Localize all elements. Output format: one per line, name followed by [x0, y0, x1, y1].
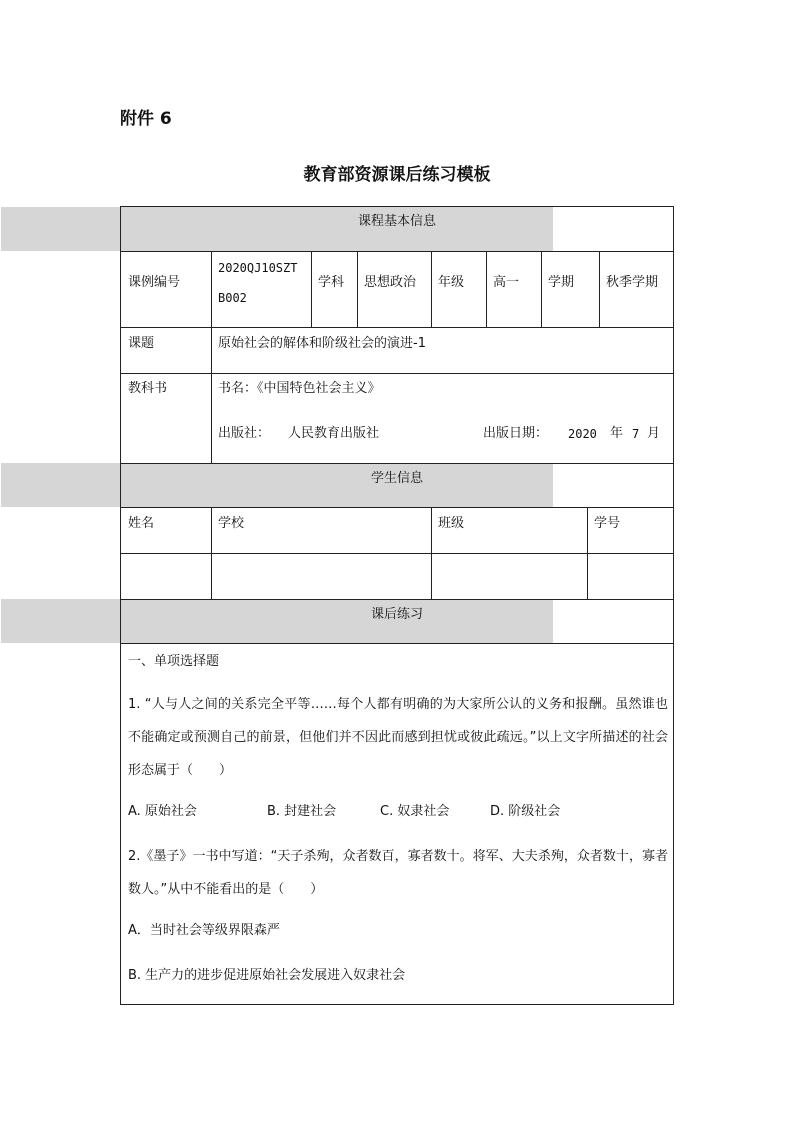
- case-number-label: 课例编号: [128, 275, 181, 290]
- term-value: 秋季学期: [606, 275, 659, 290]
- course-info-header: 课程基本信息: [357, 214, 436, 229]
- column-divider: [311, 251, 312, 327]
- document-title: 教育部资源课后练习模板: [303, 165, 491, 185]
- q1-option-d: D. 阶级社会: [490, 804, 561, 819]
- grade-value: 高一: [493, 275, 520, 290]
- student-info-header: 学生信息: [370, 471, 423, 486]
- q1-option-c: C. 奴隶社会: [380, 804, 450, 819]
- exercise-header: 课后练习: [370, 607, 423, 622]
- class-input[interactable]: [432, 554, 587, 599]
- row-divider: [120, 463, 674, 464]
- name-input[interactable]: [121, 554, 211, 599]
- case-number-line1: 2020QJ10SZT: [218, 261, 298, 275]
- column-divider: [541, 251, 542, 327]
- part-title: 一、单项选择题: [128, 654, 220, 669]
- column-divider: [486, 251, 487, 327]
- textbook-label: 教科书: [128, 381, 168, 396]
- question-2: 2.《墨子》一书中写道：“天子杀殉，众者数百，寡者数十。将军、大夫杀殉，众者数十，寡者数人。”从中不能看出的是（ ）: [128, 849, 668, 897]
- q2-option-a: A．当时社会等级界限森严: [128, 923, 280, 938]
- attachment-label: 附件 6: [120, 109, 172, 129]
- q2-option-b: B. 生产力的进步促进原始社会发展进入奴隶社会: [128, 968, 406, 983]
- school-label: 学校: [218, 516, 245, 531]
- question-1: 1. “人与人之间的关系完全平等……每个人都有明确的为大家所公认的义务和报酬。虽然谁也不能确定或预测自己的前景，但他们并不因此而感到担忧或彼此疏远。”以上文字所描述的社会形态属于（ ）: [128, 697, 668, 778]
- school-input[interactable]: [212, 554, 431, 599]
- grade-label: 年级: [438, 275, 465, 290]
- topic-value: 原始社会的解体和阶级社会的演进-1: [218, 336, 426, 351]
- year-unit: 年: [610, 426, 624, 441]
- pub-date-label: 出版日期：: [483, 426, 549, 441]
- student-id-input[interactable]: [588, 554, 673, 599]
- subject-label: 学科: [318, 275, 345, 290]
- publisher-label: 出版社：: [218, 426, 271, 441]
- student-id-label: 学号: [594, 516, 621, 531]
- row-divider: [120, 599, 674, 600]
- case-number-line2: B002: [218, 291, 247, 305]
- column-divider: [431, 251, 432, 327]
- name-label: 姓名: [128, 516, 155, 531]
- row-divider: [120, 373, 674, 374]
- pub-year: 2020: [568, 427, 597, 441]
- column-divider: [357, 251, 358, 327]
- column-divider: [599, 251, 600, 327]
- term-label: 学期: [548, 275, 575, 290]
- row-divider: [120, 251, 674, 252]
- column-divider: [211, 251, 212, 463]
- row-divider: [120, 507, 674, 508]
- q1-option-a: A. 原始社会: [128, 804, 197, 819]
- class-label: 班级: [438, 516, 465, 531]
- row-divider: [120, 327, 674, 328]
- publisher-value: 人民教育出版社: [288, 426, 380, 441]
- topic-label: 课题: [128, 336, 155, 351]
- subject-value: 思想政治: [364, 275, 417, 290]
- pub-month: 7: [632, 427, 640, 441]
- month-unit: 月: [647, 426, 661, 441]
- q1-option-b: B. 封建社会: [267, 804, 337, 819]
- row-divider: [120, 643, 674, 644]
- book-name: 书名：《中国特色社会主义》: [218, 381, 381, 396]
